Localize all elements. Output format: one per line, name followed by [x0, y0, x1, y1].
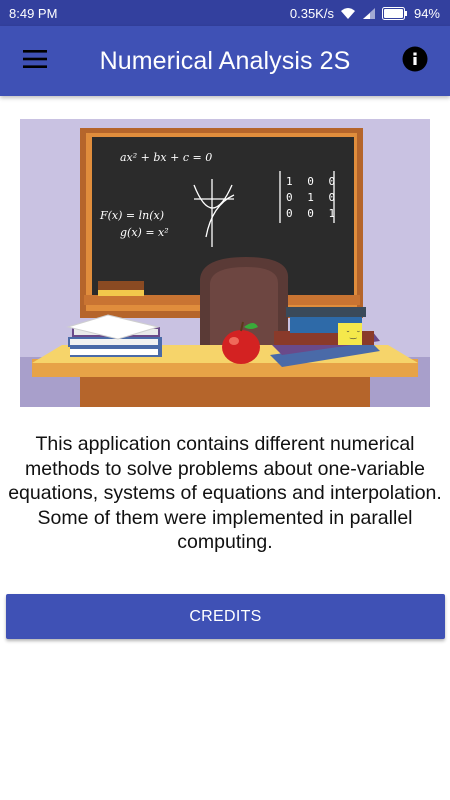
credits-button[interactable] — [6, 594, 445, 639]
wifi-icon — [340, 7, 356, 20]
svg-text:˘‿˘: ˘‿˘ — [346, 330, 361, 339]
credits-button-label: CREDITS — [189, 607, 262, 625]
menu-button[interactable] — [0, 26, 70, 96]
app-bar — [0, 26, 450, 96]
info-button[interactable] — [380, 26, 450, 96]
status-time: 8:49 PM — [9, 5, 58, 21]
matrix-row-1: 1 0 0 — [286, 175, 340, 188]
blackboard-equation-2: F(x) = ln(x) — [100, 209, 165, 222]
battery-icon — [382, 7, 408, 20]
matrix-row-2: 0 1 0 — [286, 191, 340, 204]
app-description: This application contains different numerical methods to solve problems about one-variable equations, systems of equations and interpolation. Some of them were implemented in parallel computing. — [8, 433, 442, 553]
blackboard-equation-1: ax² + bx + c = 0 — [120, 151, 213, 164]
page-title: Numerical Analysis 2S — [99, 46, 351, 75]
battery-level: 94% — [413, 5, 440, 21]
matrix-row-3: 0 0 1 — [286, 207, 340, 220]
info-icon — [402, 46, 428, 77]
status-indicators — [290, 6, 440, 21]
status-bar — [0, 0, 450, 26]
signal-icon — [362, 7, 376, 20]
classroom-blackboard-illustration — [20, 119, 430, 407]
hamburger-menu-icon — [23, 50, 47, 73]
blackboard-equation-3: g(x) = x² — [120, 226, 169, 239]
classroom-illustration — [20, 119, 430, 407]
network-speed: 0.35K/s — [289, 5, 334, 21]
